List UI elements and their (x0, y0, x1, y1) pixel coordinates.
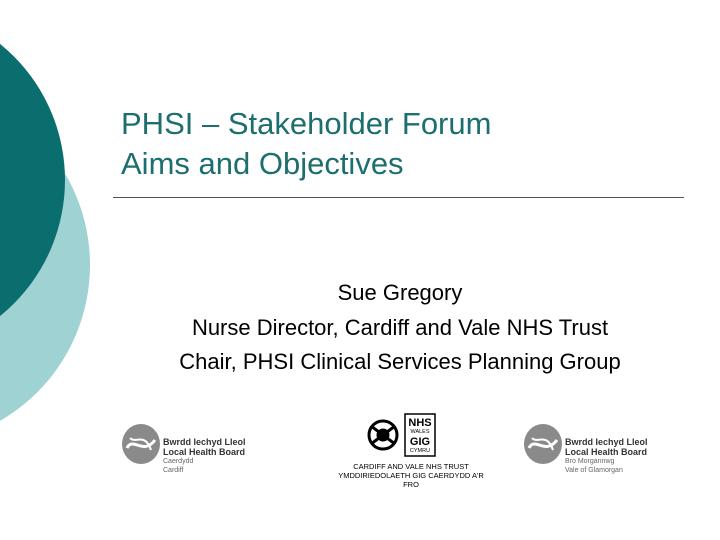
lhb-name-welsh: Bwrdd Iechyd Lleol (565, 437, 648, 447)
presenter-role-2: Chair, PHSI Clinical Services Planning Group (179, 349, 621, 374)
presenter-role-1: Nurse Director, Cardiff and Vale NHS Trust (191, 314, 609, 340)
dragon-emblem-icon (121, 422, 165, 486)
celtic-knot-icon (369, 421, 397, 449)
nhs-caption-line-1: CARDIFF AND VALE NHS TRUST (353, 462, 469, 471)
nhs-badge-cymru: CYMRU (409, 448, 431, 454)
lhb-area-welsh: Caerdydd (163, 458, 194, 465)
nhs-badge-gig: GIG (409, 436, 431, 448)
slide-subtitle (100, 276, 700, 380)
title-divider (113, 197, 684, 198)
dragon-emblem-icon (523, 422, 567, 486)
lhb-name-welsh: Bwrdd Iechyd Lleol (163, 437, 246, 447)
nhs-caption-line-2: YMDDIRIEDOLAETH GIG CAERDYDD A'R (338, 471, 484, 480)
vale-lhb-logo (523, 422, 653, 486)
lhb-name-english: Local Health Board (163, 447, 246, 457)
nhs-wales-badge (359, 412, 441, 458)
nhs-badge-nhs: NHS (408, 417, 432, 429)
vale-lhb-text (565, 437, 661, 475)
lhb-name-english: Local Health Board (565, 447, 648, 457)
cardiff-lhb-text (163, 437, 259, 475)
lhb-area-english: Cardiff (163, 467, 184, 474)
lhb-area-welsh: Bro Morgannwg (565, 458, 615, 465)
nhs-trust-logo (321, 408, 501, 498)
nhs-trust-caption (321, 462, 501, 489)
nhs-caption-line-3: FRO (403, 480, 419, 489)
slide-title (121, 104, 681, 184)
presenter-name: Sue Gregory (337, 280, 463, 305)
title-line-1: PHSI – Stakeholder Forum (121, 106, 492, 141)
nhs-badge-wales: WALES (410, 429, 430, 435)
cardiff-lhb-logo (121, 422, 251, 486)
lhb-area-english: Vale of Glamorgan (565, 467, 623, 474)
title-line-2: Aims and Objectives (121, 146, 404, 181)
